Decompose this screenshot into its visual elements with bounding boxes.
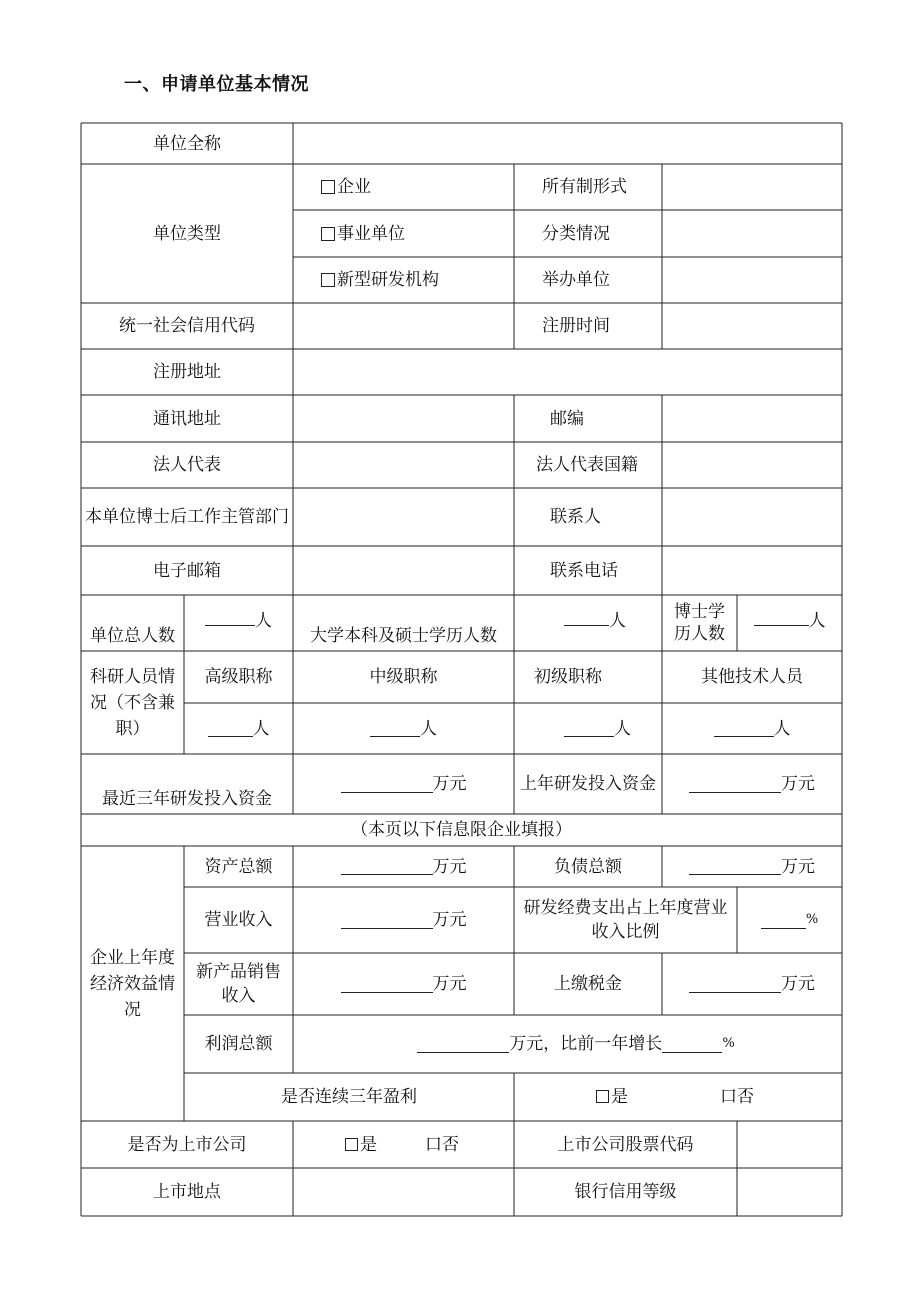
postdoc-dept-input[interactable] bbox=[293, 488, 514, 546]
profitable-no-option[interactable]: 口否 bbox=[720, 1087, 754, 1107]
credit-code-input[interactable] bbox=[293, 303, 514, 349]
reg-time-label: 注册时间 bbox=[542, 316, 610, 336]
unit-name-input[interactable] bbox=[293, 123, 842, 164]
legal-rep-input[interactable] bbox=[293, 442, 514, 488]
reg-address-label: 注册地址 bbox=[153, 362, 221, 382]
profitable-yes-option[interactable]: 是 bbox=[596, 1085, 628, 1109]
bachelor-master-input[interactable]: 人 bbox=[514, 595, 662, 651]
total-profit-input[interactable]: 万元，比前一年增长 % bbox=[293, 1015, 842, 1073]
postcode-input[interactable] bbox=[662, 395, 842, 442]
checkbox-icon[interactable] bbox=[321, 180, 335, 194]
total-assets-label: 资产总额 bbox=[204, 856, 273, 877]
legal-rep-nationality-input[interactable] bbox=[662, 442, 842, 488]
phd-input[interactable]: 人 bbox=[737, 595, 842, 651]
checkbox-icon[interactable] bbox=[345, 1138, 358, 1151]
postcode-label: 邮编 bbox=[550, 408, 584, 429]
total-staff-input[interactable]: 人 bbox=[184, 595, 293, 651]
checkbox-icon[interactable] bbox=[596, 1090, 609, 1103]
mid-title-header: 中级职称 bbox=[369, 667, 438, 687]
mail-address-input[interactable] bbox=[293, 395, 514, 442]
credit-rating-input[interactable] bbox=[737, 1168, 842, 1216]
phd-label: 博士学历人数 bbox=[674, 602, 725, 644]
profitable-label: 是否连续三年盈利 bbox=[281, 1087, 417, 1107]
legal-rep-label: 法人代表 bbox=[153, 455, 221, 475]
new-product-sales-input[interactable]: 万元 bbox=[293, 953, 514, 1015]
contact-input[interactable] bbox=[662, 488, 842, 546]
total-assets-input[interactable]: 万元 bbox=[293, 846, 514, 887]
phone-label: 联系电话 bbox=[550, 560, 618, 581]
total-staff-label: 单位总人数 bbox=[90, 626, 175, 646]
rd-3yr-label: 最近三年研发投入资金 bbox=[102, 789, 272, 809]
enterprise-note: （本页以下信息限企业填报） bbox=[351, 820, 572, 840]
taxes-paid-label: 上缴税金 bbox=[554, 974, 622, 994]
profitable-options bbox=[514, 1073, 842, 1121]
credit-code-label: 统一社会信用代码 bbox=[119, 316, 255, 336]
credit-rating-label: 银行信用等级 bbox=[574, 1182, 677, 1202]
rd-last-year-input[interactable]: 万元 bbox=[662, 754, 842, 814]
contact-label: 联系人 bbox=[550, 507, 601, 527]
listed-no-option[interactable]: 口否 bbox=[425, 1134, 459, 1155]
unit-name-label: 单位全称 bbox=[153, 133, 221, 154]
listing-location-input[interactable] bbox=[293, 1168, 514, 1216]
listing-location-label: 上市地点 bbox=[153, 1182, 221, 1202]
checkbox-icon[interactable]: 口 bbox=[425, 1134, 442, 1155]
economic-label: 企业上年度经济效益情况 bbox=[90, 947, 175, 1020]
mid-title-input[interactable]: 人 bbox=[293, 703, 514, 754]
phone-input[interactable] bbox=[662, 546, 842, 595]
postdoc-dept-label: 本单位博士后工作主管部门 bbox=[85, 507, 289, 527]
rd-ratio-input[interactable]: % bbox=[737, 887, 842, 953]
reg-address-input[interactable] bbox=[293, 349, 842, 395]
stock-code-input[interactable] bbox=[737, 1121, 842, 1168]
junior-title-input[interactable]: 人 bbox=[514, 703, 662, 754]
researchers-label: 科研人员情况（不含兼职） bbox=[90, 666, 175, 739]
ownership-input[interactable] bbox=[662, 164, 842, 210]
rd-last-year-label: 上年研发投入资金 bbox=[520, 774, 656, 794]
page-title: 一、申请单位基本情况 bbox=[124, 74, 309, 95]
sponsor-input[interactable] bbox=[662, 257, 842, 303]
rd-3yr-input[interactable]: 万元 bbox=[293, 754, 514, 814]
revenue-input[interactable]: 万元 bbox=[293, 887, 514, 953]
unit-type-option-institution[interactable]: 事业单位 bbox=[293, 210, 514, 257]
checkbox-icon[interactable]: 口 bbox=[720, 1087, 737, 1107]
mail-address-label: 通讯地址 bbox=[153, 408, 221, 429]
taxes-paid-input[interactable]: 万元 bbox=[662, 953, 842, 1015]
classification-input[interactable] bbox=[662, 210, 842, 257]
revenue-label: 营业收入 bbox=[204, 910, 273, 930]
email-label: 电子邮箱 bbox=[153, 560, 221, 581]
junior-title-header: 初级职称 bbox=[534, 667, 602, 687]
checkbox-icon[interactable] bbox=[321, 227, 335, 241]
senior-title-header: 高级职称 bbox=[204, 667, 273, 687]
reg-time-input[interactable] bbox=[662, 303, 842, 349]
unit-type-option-enterprise[interactable]: 企业 bbox=[293, 164, 514, 210]
other-tech-header: 其他技术人员 bbox=[701, 667, 803, 687]
sponsor-label: 举办单位 bbox=[542, 270, 610, 290]
total-liabilities-label: 负债总额 bbox=[554, 856, 622, 877]
stock-code-label: 上市公司股票代码 bbox=[557, 1134, 694, 1155]
unit-type-label: 单位类型 bbox=[153, 223, 221, 244]
rd-ratio-label: 研发经费支出占上年度营业收入比例 bbox=[523, 898, 728, 942]
listed-label: 是否为上市公司 bbox=[127, 1134, 247, 1155]
listed-options bbox=[293, 1121, 514, 1168]
checkbox-icon[interactable] bbox=[321, 273, 335, 287]
senior-title-input[interactable]: 人 bbox=[184, 703, 293, 754]
email-input[interactable] bbox=[293, 546, 514, 595]
other-tech-input[interactable]: 人 bbox=[662, 703, 842, 754]
classification-label: 分类情况 bbox=[542, 223, 610, 244]
total-liabilities-input[interactable]: 万元 bbox=[662, 846, 842, 887]
ownership-label: 所有制形式 bbox=[542, 177, 627, 197]
listed-yes-option[interactable]: 是 bbox=[345, 1133, 377, 1157]
legal-rep-nationality-label: 法人代表国籍 bbox=[536, 455, 638, 475]
new-product-sales-label: 新产品销售收入 bbox=[196, 962, 281, 1006]
total-profit-label: 利润总额 bbox=[204, 1034, 273, 1054]
bachelor-master-label: 大学本科及硕士学历人数 bbox=[310, 626, 497, 646]
unit-type-option-rd-institute[interactable]: 新型研发机构 bbox=[293, 257, 514, 303]
